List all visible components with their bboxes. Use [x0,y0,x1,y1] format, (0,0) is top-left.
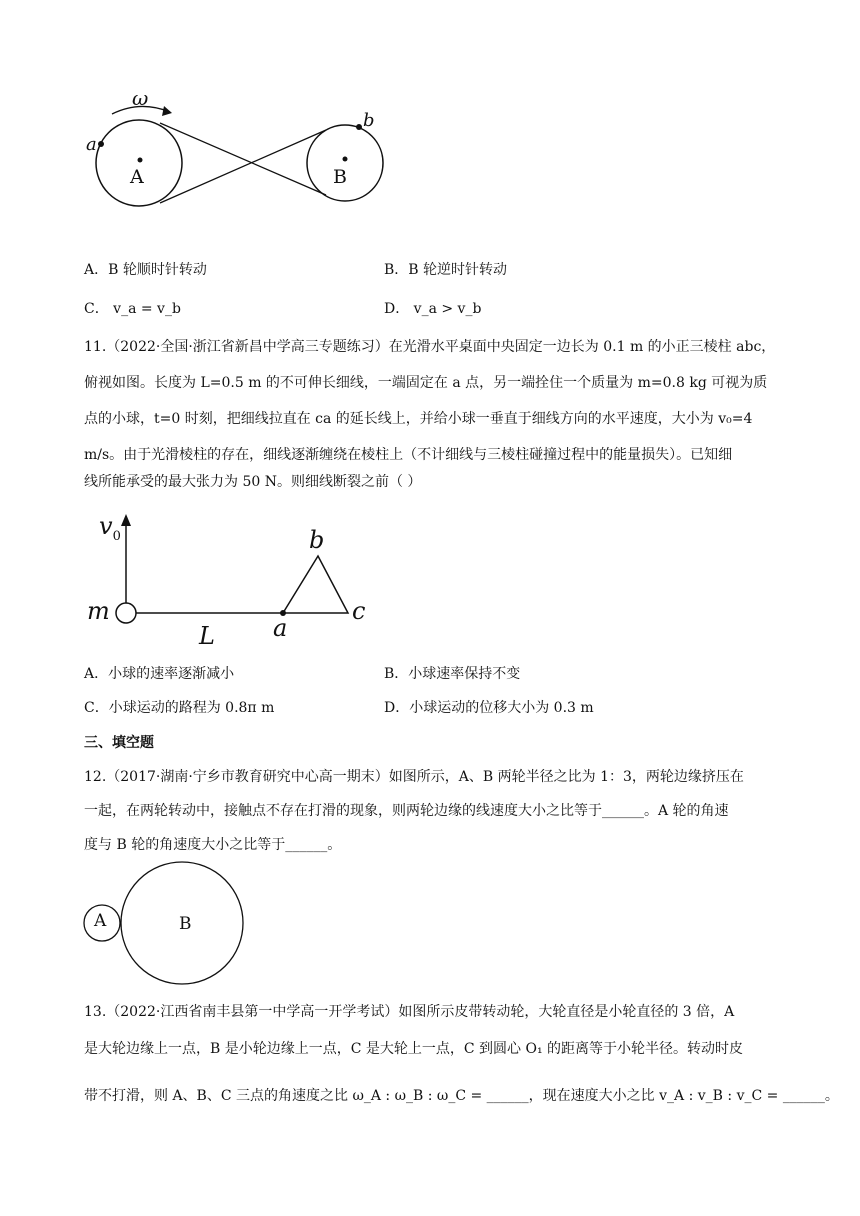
small-wheel-label: A [94,911,107,931]
v0-label: $v_0$ [99,512,121,544]
vertex-b-label: b [309,526,325,554]
q11-option-a: A．小球的速率逐渐减小 [84,666,235,682]
q11-line-1: 11.（2022·全国·浙江省新昌中学高三专题练习）在光滑水平桌面中央固定一边长为 0.1 m 的小正三棱柱 abc， [84,339,776,355]
q10-option-d: D． v_a > v_b [384,301,482,317]
q13-line-1: 13.（2022·江西省南丰县第一中学高一开学考试）如图所示皮带转动轮，大轮直径是小轮直径的 3 倍，A [84,1004,735,1020]
q10-option-b: B．B 轮逆时针转动 [384,262,508,278]
wheel-a-label: A [130,166,144,188]
q11-line-3: 点的小球，t=0 时刻，把细线拉直在 ca 的延长线上，并给小球一垂直于细线方向的水平速度，大小为 v₀=4 [84,411,753,427]
q13-line-2: 是大轮边缘上一点，B 是小轮边缘上一点，C 是大轮上一点，C 到圆心 O₁ 的距离等于小轮半径。转动时皮 [84,1041,744,1057]
large-wheel-label: B [179,914,192,934]
q11-option-b: B．小球速率保持不变 [384,666,521,682]
q10-option-c: C． v_a = v_b [84,301,181,317]
q12-line-1: 12.（2017·湖南·宁乡市教育研究中心高一期末）如图所示，A、B 两轮半径之比为 1：3，两轮边缘挤压在 [84,769,744,785]
q11-line-4: m/s。由于光滑棱柱的存在，细线逐渐缠绕在棱柱上（不计细线与三棱柱碰撞过程中的能量损失）。已知细 [84,447,733,463]
q11-line-2: 俯视如图。长度为 L=0.5 m 的不可伸长细线，一端固定在 a 点，另一端拴住一个质量为 m=0.8 kg 可视为质 [84,375,768,391]
q10-option-a: A．B 轮顺时针转动 [84,262,207,278]
q11-option-c: C．小球运动的路程为 0.8π m [84,700,275,716]
q12-line-2: 一起，在两轮转动中，接触点不存在打滑的现象，则两轮边缘的线速度大小之比等于______。A 轮的角速 [84,803,729,819]
q12-line-3: 度与 B 轮的角速度大小之比等于______。 [84,837,342,853]
vertex-c-label: c [352,597,366,625]
q11-option-d: D．小球运动的位移大小为 0.3 m [384,700,594,716]
mass-label: m [87,597,110,625]
length-label: L [199,622,215,650]
omega-label: ω [132,86,149,110]
wheel-b-label: B [333,166,347,188]
q11-line-5: 线所能承受的最大张力为 50 N。则细线断裂之前（ ） [84,474,422,490]
vertex-a-label: a [273,614,288,642]
section-heading: 三、填空题 [84,735,154,751]
point-b-label: b [363,110,375,131]
q13-line-3: 带不打滑，则 A、B、C 三点的角速度之比 ω_A : ω_B : ω_C = ______，现在速度大小之比 v_A : v_B : v_C = ______。 [84,1088,839,1104]
point-a-label: a [86,134,97,155]
